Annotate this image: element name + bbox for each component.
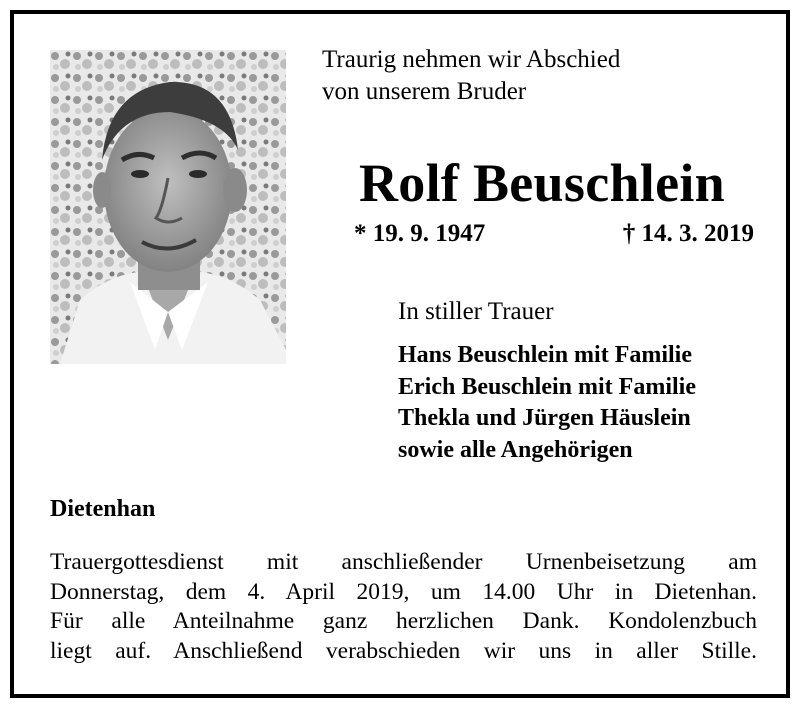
birth-date: * 19. 9. 1947 [354,220,486,247]
mourners-list [398,340,778,466]
obituary-frame [10,10,790,698]
life-dates [354,219,754,249]
death-date: † 14. 3. 2019 [622,220,754,247]
service-line: Trauergottesdienst mit anschließender Urnenbeisetzung am [50,549,757,575]
mourning-label: In stiller Trauer [398,298,554,325]
portrait-photo [50,50,286,364]
mourner-line: Thekla und Jürgen Häuslein [398,405,691,431]
service-line: liegt auf. Anschließend verabschieden wir uns in aller Stille. [50,637,757,664]
mourner-line: Hans Beuschlein mit Familie [398,342,692,368]
service-line: Donnerstag, dem 4. April 2019, um 14.00 Uhr in Dietenhan. [50,578,757,605]
intro-text [322,44,762,108]
intro-line-1: Traurig nehmen wir Abschied [322,46,621,73]
intro-line-2: von unserem Bruder [322,78,527,105]
service-notice [50,548,757,666]
mourner-line: Erich Beuschlein mit Familie [398,373,696,400]
deceased-name: Rolf Beuschlein [358,153,726,213]
place-name: Dietenhan [50,496,156,522]
portrait-illustration [50,50,286,364]
service-line: Für alle Anteilnahme ganz herzlichen Dank. Kondolenzbuch [50,608,757,634]
mourner-line: sowie alle Angehörigen [398,436,633,463]
